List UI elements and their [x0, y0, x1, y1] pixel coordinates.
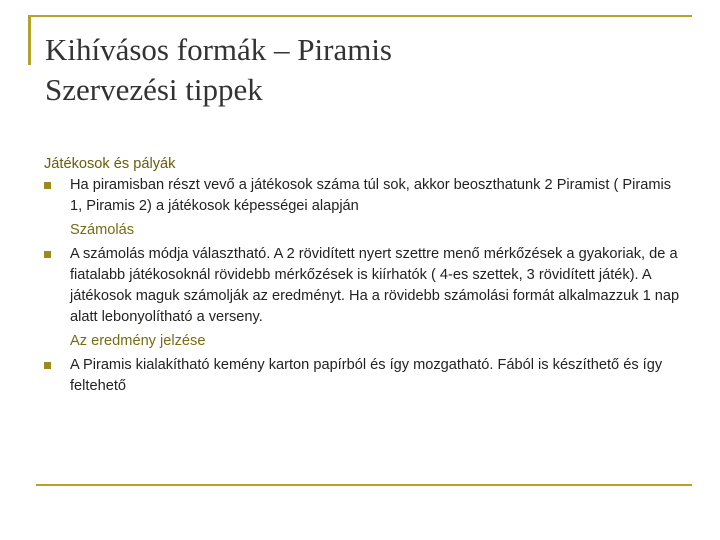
bullet-item-3 — [44, 355, 684, 397]
section-heading: Játékosok és pályák — [44, 156, 176, 172]
title-line-2: Szervezési tippek — [45, 72, 263, 107]
slide-body — [44, 154, 684, 397]
sublabel-result-display: Az eredmény jelzése — [70, 333, 206, 349]
frame-bottom-line — [36, 484, 692, 486]
slide-title — [45, 30, 392, 110]
bullet-text-1: Ha piramisban részt vevő a játékosok száma túl sok, akkor beoszthatunk 2 Piramist ( Piramis 1, Piramis 2) a játékosok képességei alapján — [70, 177, 672, 214]
bullet-text-2: A számolás módja választható. A 2 rövidített nyert szettre menő mérkőzések a gyakoriak, de a fiatalabb játékosoknál rövidebb mérkőzések is kiírhatók ( 4-es szettek, 3 rövidített játék). A játékosok maguk számolják az eredményt. Ha a rövidebb számolási formát alkalmazzuk 1 nap alatt lebonyolítható a verseny. — [70, 246, 680, 325]
bullet-text-3: A Piramis kialakítható kemény karton papírból és így mozgatható. Fából is készíthető és így feltehető — [70, 357, 663, 394]
frame-top-line — [28, 15, 692, 17]
bullet-item-2 — [44, 244, 684, 328]
bullet-item-1 — [44, 175, 684, 217]
square-bullet-icon — [44, 362, 51, 369]
sublabel-scoring: Számolás — [70, 222, 135, 238]
square-bullet-icon — [44, 251, 51, 258]
title-line-1: Kihívásos formák – Piramis — [45, 32, 392, 67]
frame-left-line — [28, 15, 31, 65]
square-bullet-icon — [44, 182, 51, 189]
